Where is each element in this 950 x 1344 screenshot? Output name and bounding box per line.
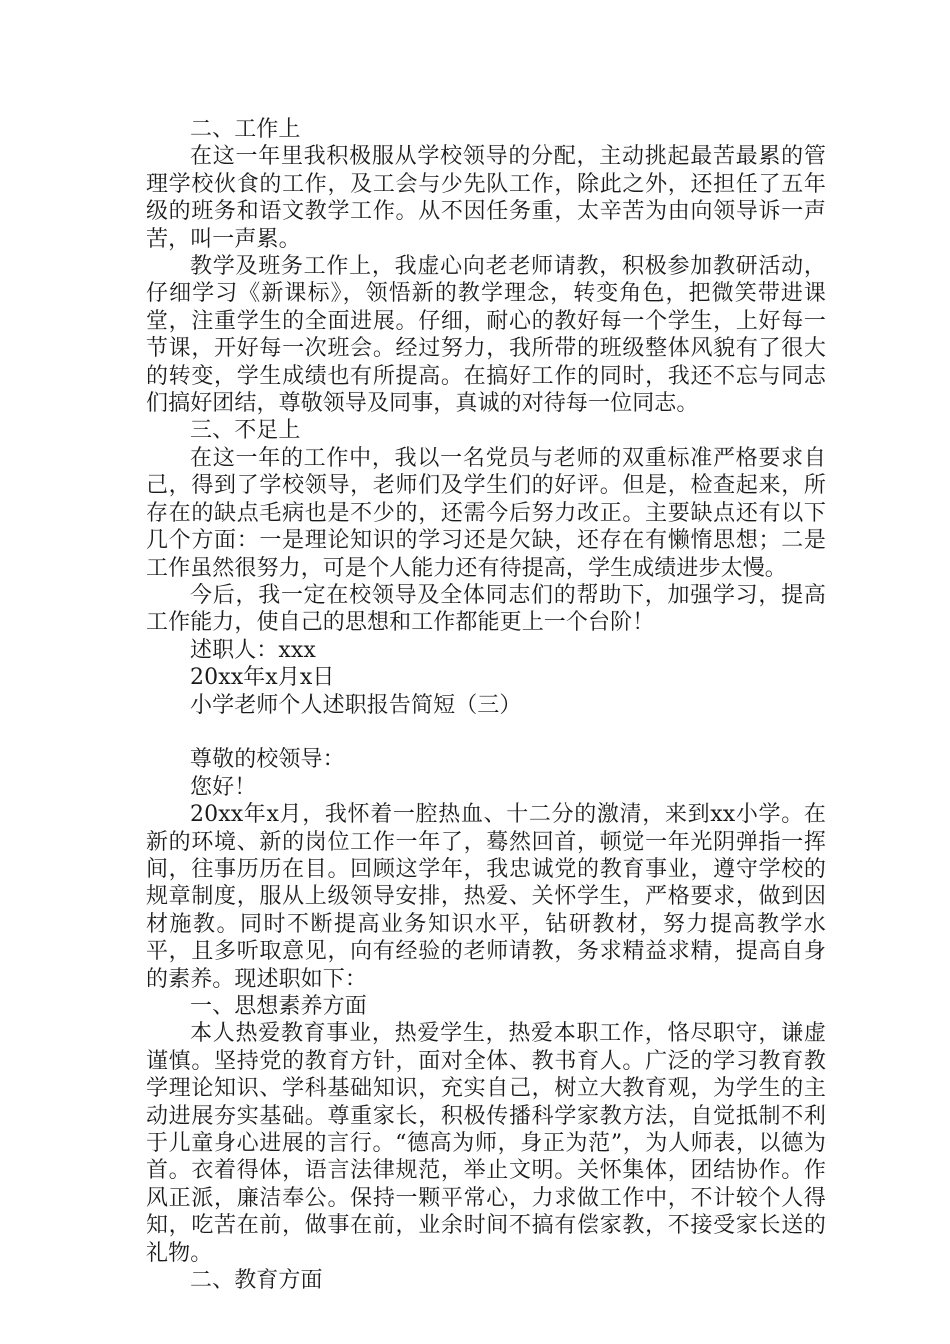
section-heading-work: 二、工作上 <box>190 117 301 142</box>
document-body <box>146 116 826 1294</box>
signature-line: 述职人：xxx <box>190 637 316 663</box>
section-heading-education: 二、教育方面 <box>190 1268 323 1294</box>
paragraph: 在这一年里我积极服从学校领导的分配，主动挑起最苦最累的管理学校伙食的工作，及工会与少先队工作，除此之外，还担任了五年级的班务和语文教学工作。从不因任务重，太辛苦为由向领导诉一声苦，叫一声累。 <box>146 144 826 252</box>
paragraph: 今后，我一定在校领导及全体同志们的帮助下，加强学习，提高工作能力，使自己的思想和工作都能更上一个台阶！ <box>146 582 826 636</box>
section-heading-shortcomings: 三、不足上 <box>190 418 301 444</box>
paragraph: 教学及班务工作上，我虚心向老老师请教，积极参加教研活动，仔细学习《新课标》，领悟新的教学理念，转变角色，把微笑带进课堂，注重学生的全面进展。仔细，耐心的教好每一个学生，上好每一节课，开好每一次班会。经过努力，我所带的班级整体风貌有了很大的转变，学生成绩也有所提高。在搞好工作的同时，我还不忘与同志们搞好团结，尊敬领导及同事，真诚的对待每一位同志。 <box>146 254 826 417</box>
section-heading-ideology: 一、思想素养方面 <box>190 993 367 1019</box>
paragraph: 在这一年的工作中，我以一名党员与老师的双重标准严格要求自己，得到了学校领导，老师们及学生们的好评。但是，检查起来，所存在的缺点毛病也是不少的，还需今后努力改正。主要缺点还有以下几个方面：一是理论知识的学习还是欠缺，还存在有懒惰思想；二是工作虽然很努力，可是个人能力还有待提高，学生成绩进步太慢。 <box>146 445 826 581</box>
date-line: 20xx年x月x日 <box>190 665 335 691</box>
blank-line <box>146 719 826 746</box>
paragraph: 本人热爱教育事业，热爱学生，热爱本职工作，恪尽职守，谦虚谨慎。坚持党的教育方针，面对全体、教书育人。广泛的学习教育教学理论知识、学科基础知识，充实自己，树立大教育观，为学生的主动进展夯实基础。尊重家长，积极传播科学家教方法，自觉抵制不利于儿童身心进展的言行。“德高为师，身正为范”，为人师表，以德为首。衣着得体，语言法律规范，举止文明。关怀集体，团结协作。作风正派，廉洁奉公。保持一颗平常心，力求做工作中，不计较个人得知，吃苦在前，做事在前，业余时间不搞有偿家教，不接受家长送的礼物。 <box>146 1021 826 1266</box>
report-title: 小学老师个人述职报告简短（三） <box>190 692 522 718</box>
paragraph: 20xx年x月，我怀着一腔热血、十二分的激清，来到xx小学。在新的环境、新的岗位工作一年了，蓦然回首，顿觉一年光阴弹指一挥间，往事历历在目。回顾这学年，我忠诚党的教育事业，遵守学校的规章制度，服从上级领导安排，热爱、关怀学生，严格要求，做到因材施教。同时不断提高业务知识水平，钻研教材，努力提高教学水平，且多听取意见，向有经验的老师请教，务求精益求精，提高自身的素养。现述职如下： <box>146 802 826 992</box>
salutation: 尊敬的校领导： <box>190 747 345 773</box>
greeting: 您好！ <box>190 774 257 800</box>
